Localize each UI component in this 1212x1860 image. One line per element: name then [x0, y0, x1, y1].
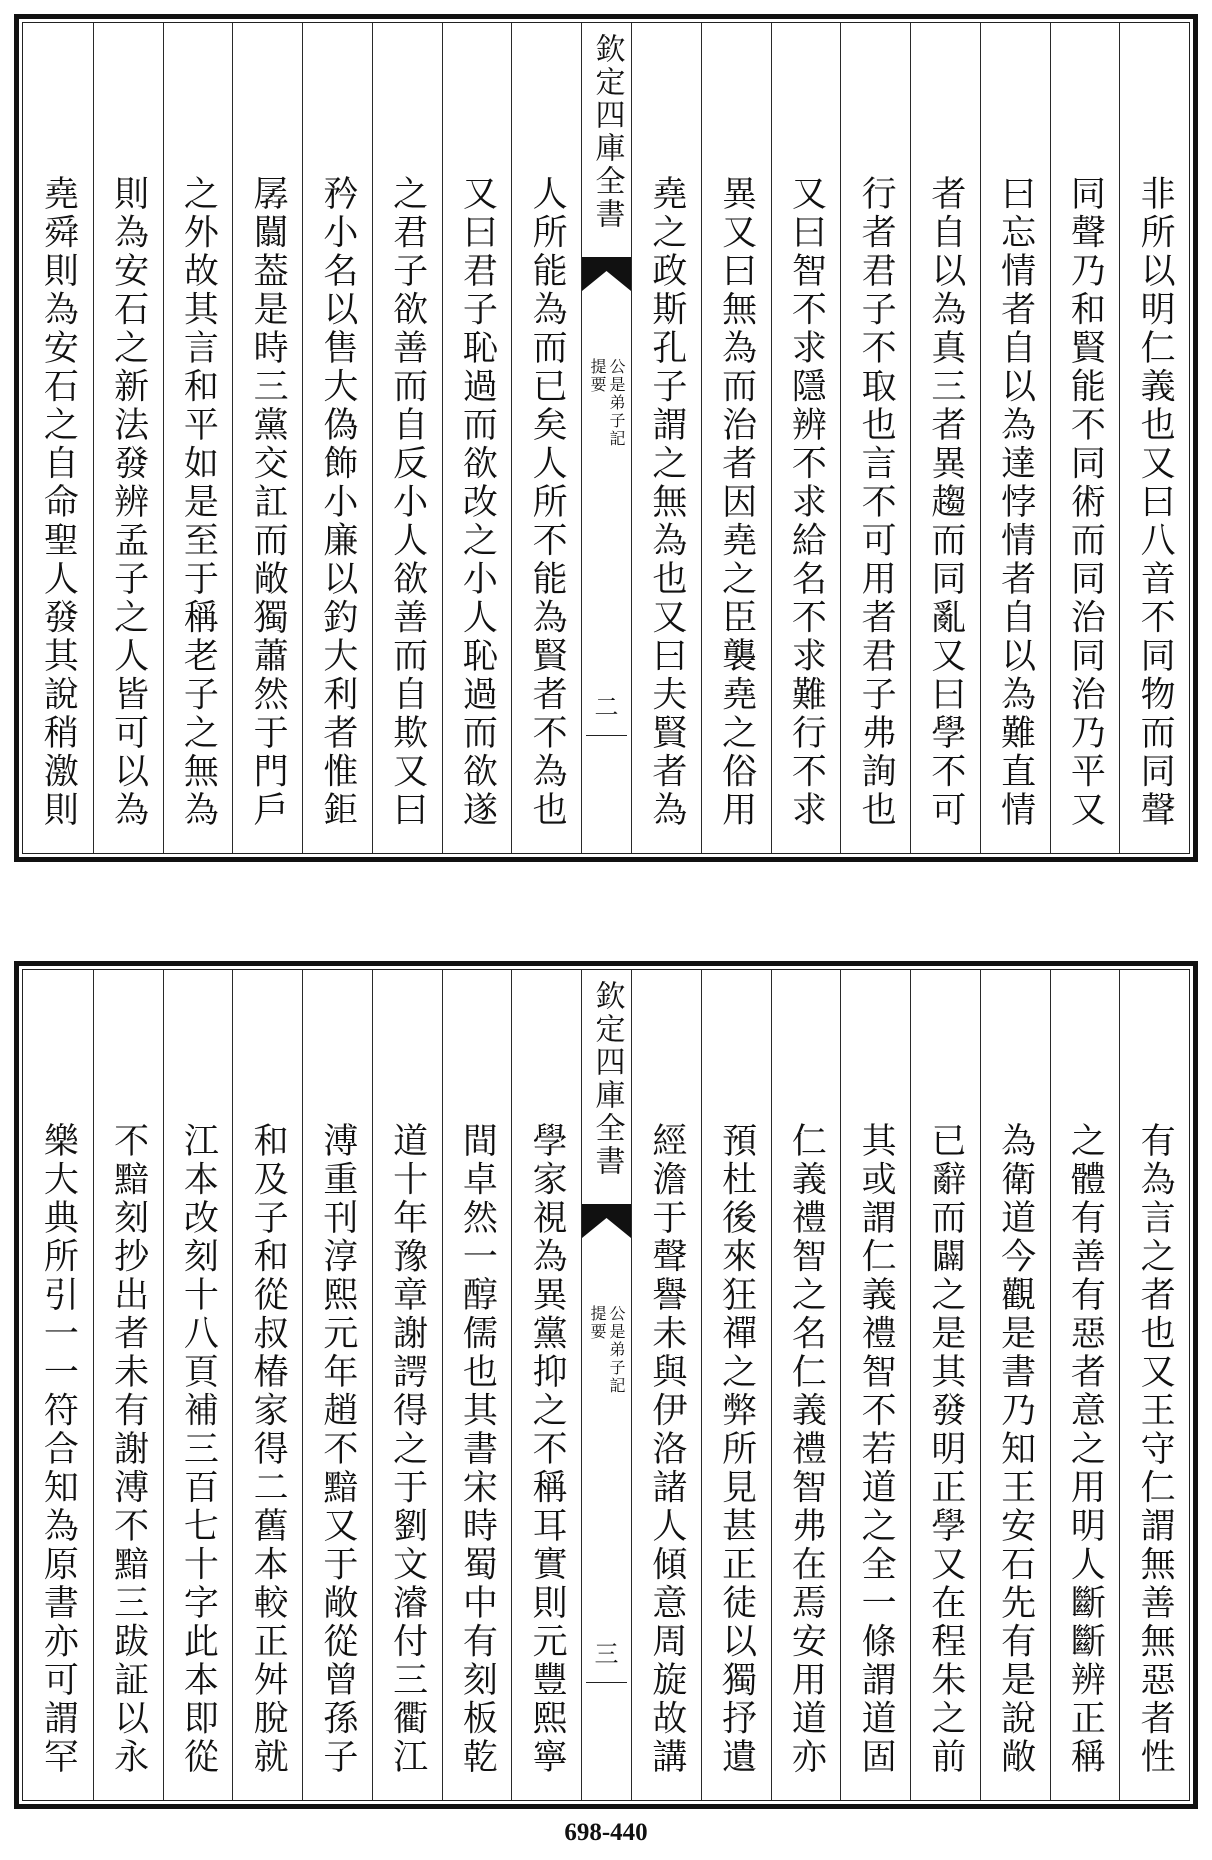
text-column	[910, 23, 980, 853]
section-label: 提要	[588, 1305, 607, 1341]
text-column	[93, 23, 163, 853]
text-column	[771, 23, 841, 853]
center-column	[581, 23, 631, 853]
book-label	[582, 358, 631, 448]
text-column	[442, 970, 512, 1800]
text-column	[442, 23, 512, 853]
center-rule	[586, 735, 627, 736]
column-text: 學家視為異黨抑之不稱耳實則元豐熙寧	[527, 1122, 568, 1777]
text-column	[1050, 970, 1120, 1800]
text-column	[840, 970, 910, 1800]
column-text: 道十年豫章謝諤得之于劉文濬付三衢江	[387, 1122, 428, 1777]
plate-number: 698-440	[564, 1819, 648, 1846]
book-title: 公是弟子記	[607, 358, 626, 448]
column-text: 其或謂仁義禮智不若道之全一條謂道固	[856, 1122, 897, 1777]
column-text: 預杜後來狂禪之弊所見甚正徒以獨抒遺	[716, 1122, 757, 1777]
text-column	[840, 23, 910, 853]
text-column	[302, 970, 372, 1800]
book-title: 公是弟子記	[607, 1305, 626, 1395]
text-column	[910, 970, 980, 1800]
column-text: 異又曰無為而治者因堯之臣襲堯之俗用	[716, 175, 757, 830]
column-text: 仁義禮智之名仁義禮智弗在焉安用道亦	[786, 1122, 827, 1777]
column-text: 行者君子不取也言不可用者君子弗詢也	[856, 175, 897, 830]
text-column	[372, 970, 442, 1800]
text-column	[980, 970, 1050, 1800]
center-rule	[586, 1682, 627, 1683]
text-column	[372, 23, 442, 853]
text-column	[302, 23, 372, 853]
column-text: 非所以明仁義也又曰八音不同物而同聲	[1135, 175, 1176, 830]
column-text: 間卓然一醇儒也其書宋時蜀中有刻板乾	[457, 1122, 498, 1777]
text-column	[163, 970, 233, 1800]
text-column	[980, 23, 1050, 853]
column-text: 曰忘情者自以為達悖情者自以為難直情	[995, 175, 1036, 830]
column-text: 樂大典所引一一符合知為原書亦可謂罕	[38, 1122, 79, 1777]
page-panel-lower	[14, 961, 1198, 1809]
text-column	[93, 970, 163, 1800]
column-text: 為衛道今觀是書乃知王安石先有是說敞	[995, 1122, 1036, 1777]
collection-title	[582, 980, 631, 1178]
center-column	[581, 970, 631, 1800]
column-text: 又曰君子恥過而欲改之小人恥過而欲遂	[457, 175, 498, 830]
column-text: 溥重刊淳熙元年趙不黯又于敞從曾孫子	[317, 1122, 358, 1777]
text-column	[1050, 23, 1120, 853]
text-column	[163, 23, 233, 853]
text-column	[771, 970, 841, 1800]
column-text: 堯舜則為安石之自命聖人發其說稍激則	[38, 175, 79, 830]
column-text: 不黯刻抄出者未有謝溥不黯三跋証以永	[108, 1122, 149, 1777]
column-text: 已辭而闢之是其發明正學又在程朱之前	[925, 1122, 966, 1777]
column-text: 經澹于聲譽未與伊洛諸人傾意周旋故講	[646, 1122, 687, 1777]
panel-frame	[22, 969, 1190, 1801]
column-text: 有為言之者也又王守仁謂無善無惡者性	[1135, 1122, 1176, 1777]
column-text: 江本改刻十八頁補三百七十字此本即從	[178, 1122, 219, 1777]
text-column	[701, 23, 771, 853]
column-text: 之君子欲善而自反小人欲善而自欺又曰	[387, 175, 428, 830]
column-text: 者自以為真三者異趨而同亂又曰學不可	[925, 175, 966, 830]
text-column	[1119, 970, 1189, 1800]
section-label: 提要	[588, 358, 607, 394]
text-column	[631, 970, 701, 1800]
text-column	[23, 970, 93, 1800]
text-column	[631, 23, 701, 853]
column-text: 同聲乃和賢能不同術而同治同治乃平又	[1065, 175, 1106, 830]
text-column	[232, 970, 302, 1800]
column-text: 矜小名以售大偽飾小廉以釣大利者惟鉅	[317, 175, 358, 830]
column-text: 人所能為而已矣人所不能為賢者不為也	[527, 175, 568, 830]
text-column	[511, 23, 581, 853]
fish-tail-mark-icon	[582, 1204, 631, 1238]
column-text: 之體有善有惡者意之用明人斷斷辨正稱	[1065, 1122, 1106, 1777]
column-text: 孱闒葢是時三黨交訌而敞獨蕭然于門戶	[248, 175, 289, 830]
page-number: 三	[594, 1640, 619, 1668]
column-text: 堯之政斯孔子謂之無為也又曰夫賢者為	[646, 175, 687, 830]
page-panel-upper	[14, 14, 1198, 862]
text-column	[511, 970, 581, 1800]
column-text: 又曰智不求隱辨不求給名不求難行不求	[786, 175, 827, 830]
column-text: 和及子和從叔椿家得二舊本較正舛脫就	[248, 1122, 289, 1777]
collection-title	[582, 33, 631, 231]
collection-title-text: 欽定四庫全書	[589, 980, 625, 1178]
text-column	[232, 23, 302, 853]
text-column	[1119, 23, 1189, 853]
collection-title-text: 欽定四庫全書	[589, 33, 625, 231]
column-text: 則為安石之新法發辨孟子之人皆可以為	[108, 175, 149, 830]
text-column	[701, 970, 771, 1800]
text-column	[23, 23, 93, 853]
panel-frame	[22, 22, 1190, 854]
book-label	[582, 1305, 631, 1395]
fish-tail-mark-icon	[582, 257, 631, 291]
page-number: 二	[594, 693, 619, 721]
column-text: 之外故其言和平如是至于稱老子之無為	[178, 175, 219, 830]
